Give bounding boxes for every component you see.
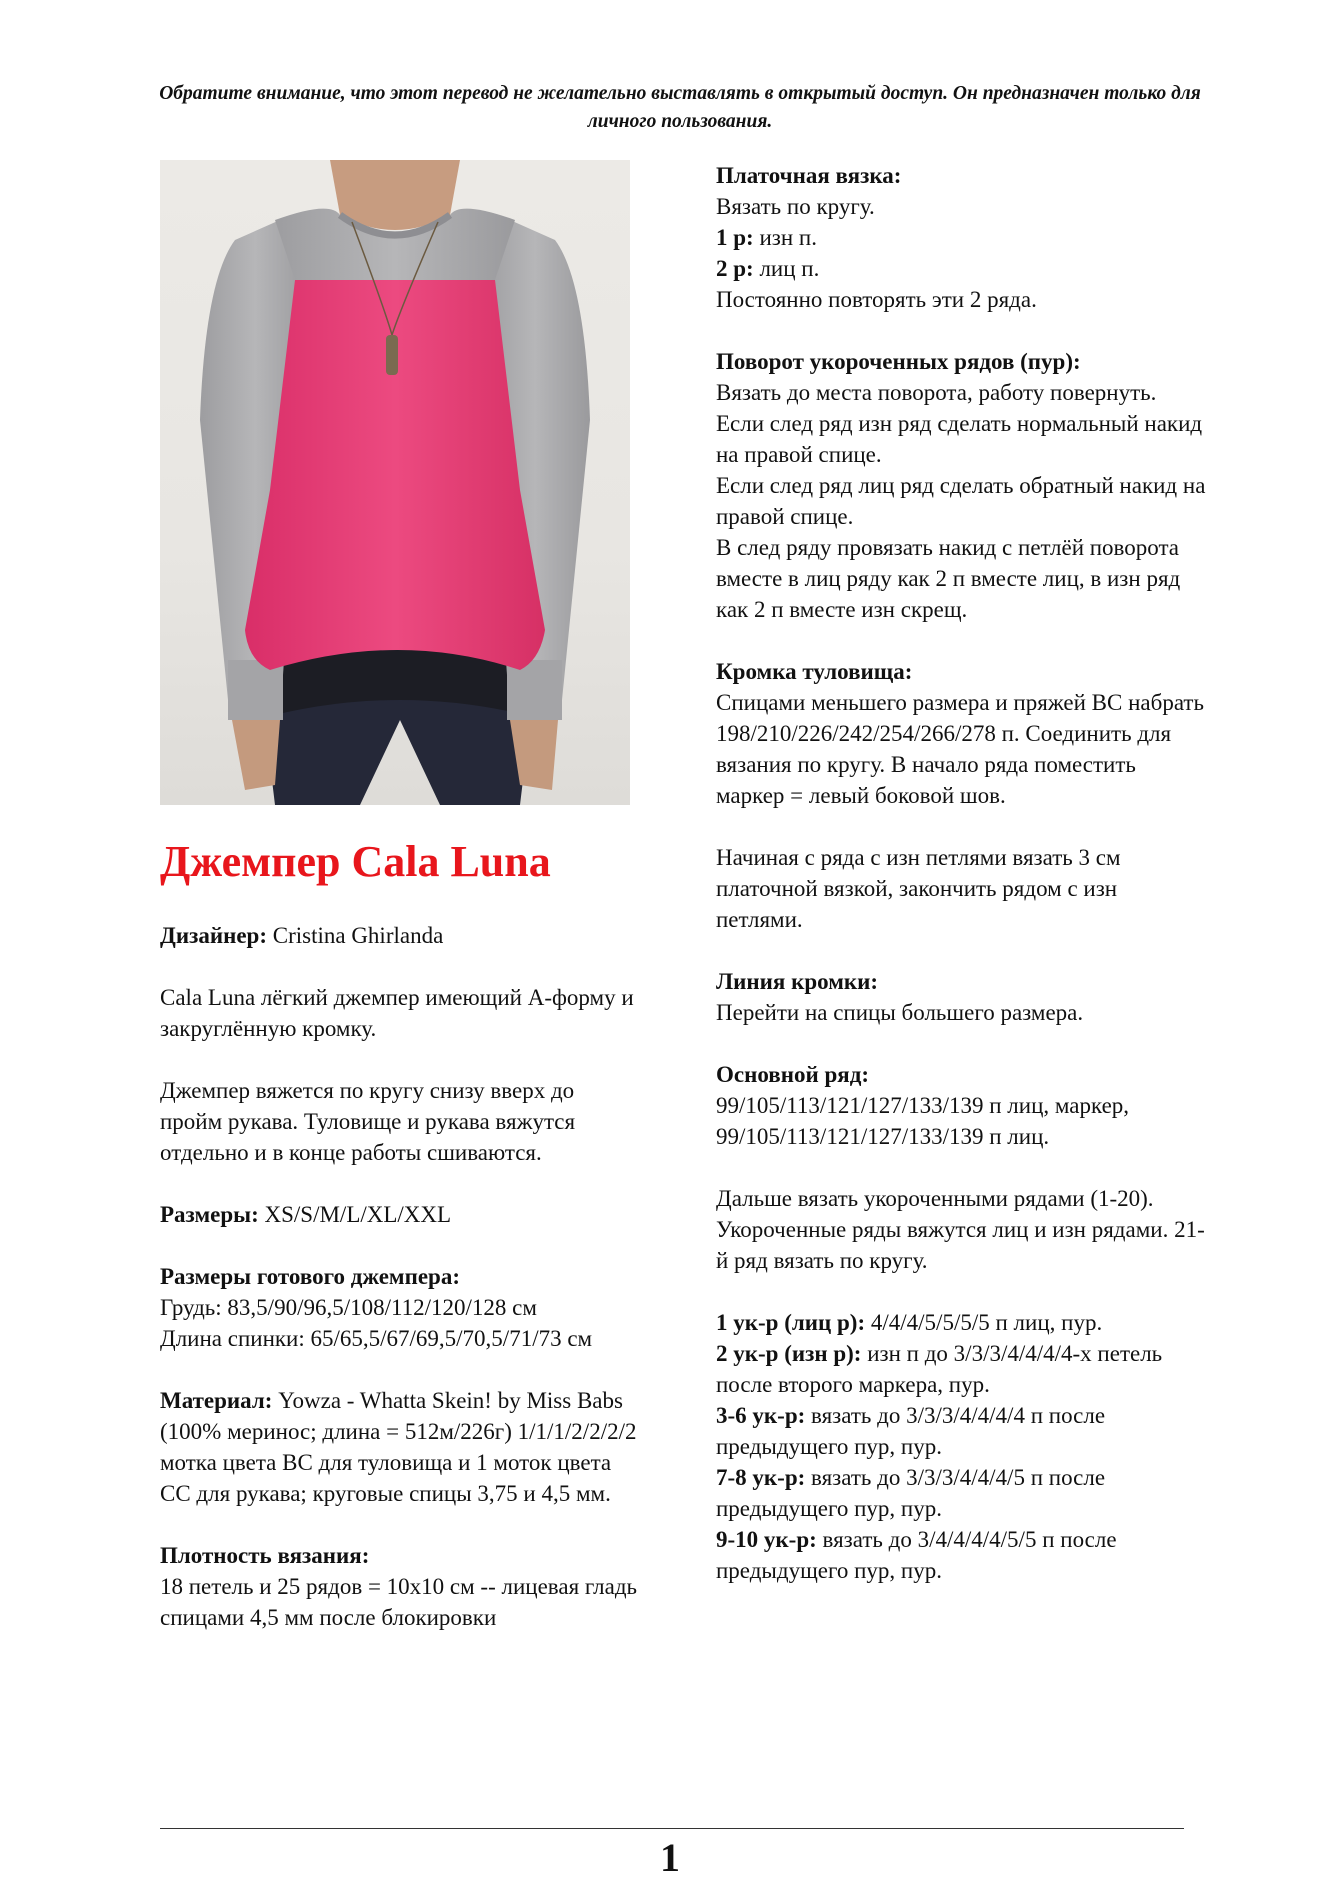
designer-line <box>160 920 640 951</box>
garter-row-1-value: изн п. <box>753 225 817 250</box>
garter-row-2-label: 2 р: <box>716 256 754 281</box>
short-row-7-8-value: вязать до 3/3/3/4/4/4/5 п после предыдущего пур, пур. <box>716 1465 1106 1521</box>
main-row-section <box>716 1059 1206 1152</box>
material-paragraph <box>160 1385 640 1509</box>
main-row-label: Основной ряд: <box>716 1062 869 1087</box>
short-row-9-10-label: 9-10 ук-р: <box>716 1527 817 1552</box>
turn-if-purl: Если след ряд изн ряд сделать нормальный накид на правой спице. <box>716 411 1203 467</box>
hem-label: Кромка туловища: <box>716 659 913 684</box>
main-row-text: 99/105/113/121/127/133/139 п лиц, маркер, 99/105/113/121/127/133/139 п лиц. <box>716 1093 1130 1149</box>
left-column <box>160 920 640 1633</box>
hemline-text: Перейти на спицы большего размера. <box>716 1000 1084 1025</box>
finished-measurements <box>160 1261 640 1354</box>
sizes-label: Размеры: <box>160 1202 259 1227</box>
short-row-1 <box>716 1307 1206 1338</box>
gauge-value: 18 петель и 25 рядов = 10х10 см -- лицевая гладь спицами 4,5 мм после блокировки <box>160 1574 638 1630</box>
turn-if-knit: Если след ряд лиц ряд сделать обратный накид на правой спице. <box>716 473 1206 529</box>
footer-divider <box>160 1828 1184 1829</box>
designer-label: Дизайнер: <box>160 923 267 948</box>
intro-paragraph-1: Cala Luna лёгкий джемпер имеющий А-форму и закруглённую кромку. <box>160 985 634 1041</box>
garter-line-1: Вязать по кругу. <box>716 194 875 219</box>
gauge-label: Плотность вязания: <box>160 1543 370 1568</box>
pattern-title: Джемпер Cala Luna <box>160 837 551 886</box>
garter-row-1-label: 1 р: <box>716 225 754 250</box>
garter-section <box>716 160 1206 315</box>
material-label: Материал: <box>160 1388 273 1413</box>
short-rows-list <box>716 1307 1206 1586</box>
garter-label: Платочная вязка: <box>716 163 902 188</box>
garter-repeat: Постоянно повторять эти 2 ряда. <box>716 287 1037 312</box>
finished-length: Длина спинки: 65/65,5/67/69,5/70,5/71/73 см <box>160 1326 593 1351</box>
hemline-section <box>716 966 1206 1028</box>
right-column <box>716 160 1206 1586</box>
gauge-paragraph <box>160 1540 640 1633</box>
page-number: 1 <box>660 1835 680 1880</box>
garter-row-1 <box>716 222 1206 253</box>
turn-label: Поворот укороченных рядов (пур): <box>716 349 1081 374</box>
short-row-1-label: 1 ук-р (лиц р): <box>716 1310 866 1335</box>
finished-label: Размеры готового джемпера: <box>160 1264 461 1289</box>
short-row-3-6-label: 3-6 ук-р: <box>716 1403 806 1428</box>
sizes-value: XS/S/M/L/XL/XXL <box>258 1202 452 1227</box>
short-rows-paragraph: Дальше вязать укороченными рядами (1-20). Укороченные ряды вяжутся лиц и изн рядами. 21-й ряд вязать по кругу. <box>716 1186 1205 1273</box>
garter-row-2-value: лиц п. <box>753 256 820 281</box>
hemline-label: Линия кромки: <box>716 969 879 994</box>
short-row-7-8 <box>716 1462 1206 1524</box>
short-row-2-value: изн п до 3/3/3/4/4/4/4-х петель после второго маркера, пур. <box>716 1341 1163 1397</box>
short-row-turn-section <box>716 346 1206 625</box>
short-row-3-6 <box>716 1400 1206 1462</box>
turn-next: В след ряду провязать накид с петлёй поворота вместе в лиц ряду как 2 п вместе лиц, в изн ряд как 2 п вместе изн скрещ. <box>716 535 1181 622</box>
short-row-9-10-value: вязать до 3/4/4/4/4/5/5 п после предыдущего пур, пур. <box>716 1527 1117 1583</box>
hem-section <box>716 656 1206 811</box>
designer-value: Cristina Ghirlanda <box>266 923 444 948</box>
finished-chest: Грудь: 83,5/90/96,5/108/112/120/128 см <box>160 1295 537 1320</box>
material-value: Yowza - Whatta Skein! by Miss Babs (100% меринос; длина = 512м/226г) 1/1/1/2/2/2/2 мотка цвета ВС для туловища и 1 моток цвета СС для рукава; круговые спицы 3,75 и 4,5 мм. <box>160 1388 637 1506</box>
short-row-3-6-value: вязать до 3/3/3/4/4/4/4 п после предыдущего пур, пур. <box>716 1403 1106 1459</box>
short-row-9-10 <box>716 1524 1206 1586</box>
hem-garter-paragraph: Начиная с ряда с изн петлями вязать 3 см платочной вязкой, закончить рядом с изн петлями. <box>716 845 1121 932</box>
knitted-sweater-photo-icon <box>160 160 630 805</box>
short-row-1-value: 4/4/4/5/5/5/5 п лиц, пур. <box>865 1310 1103 1335</box>
short-row-2-label: 2 ук-р (изн р): <box>716 1341 862 1366</box>
turn-text: Вязать до места поворота, работу повернуть. <box>716 380 1157 405</box>
usage-notice: Обратите внимание, что этот перевод не желательно выставлять в открытый доступ. Он предназначен только для личного пользования. <box>159 83 1201 132</box>
sweater-photo <box>160 160 630 805</box>
intro-paragraph-2: Джемпер вяжется по кругу снизу вверх до пройм рукава. Туловище и рукава вяжутся отдельно и в конце работы сшиваются. <box>160 1078 576 1165</box>
hem-text: Спицами меньшего размера и пряжей ВС набрать 198/210/226/242/254/266/278 п. Соединить для вязания по кругу. В начало ряда поместить маркер = левый боковой шов. <box>716 690 1204 808</box>
short-row-7-8-label: 7-8 ук-р: <box>716 1465 806 1490</box>
short-row-2 <box>716 1338 1206 1400</box>
garter-row-2 <box>716 253 1206 284</box>
sizes-line <box>160 1199 640 1230</box>
